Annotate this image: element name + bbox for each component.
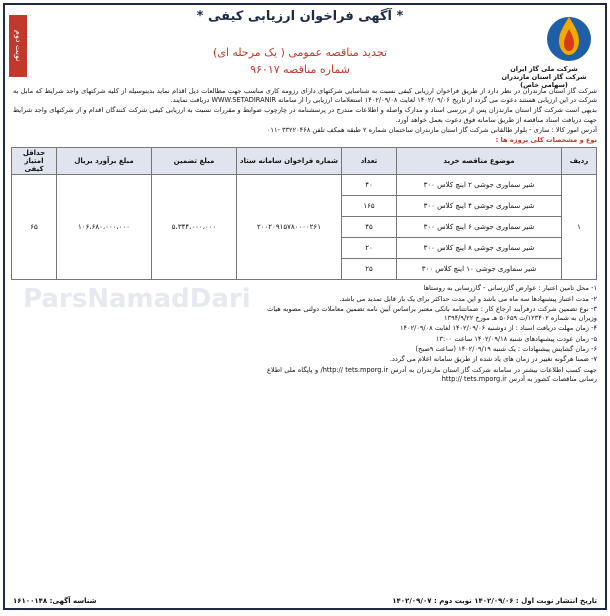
intro-text [5,87,605,145]
tender-number: شماره مناقصه ۹۶۰۱۷ [250,63,350,76]
tender-subtitle: تجدید مناقصه عمومی ( یک مرحله ای) [212,46,388,59]
lower-section [5,280,605,385]
notice-header [5,5,605,87]
watermark-text: ParsNamadDari [23,284,251,315]
condition-item: ۲- مدت اعتبار پیشنهادها سه ماه می باشد و این مدت حداکثر برای یک بار قابل تمدید می باشد. [339,294,597,303]
estimate-amount: ۱۰۶،۶۸۰،۰۰۰،۰۰۰ [57,175,152,280]
item-quantity: ۲۰ [342,238,397,259]
company-name [489,65,599,89]
title-block [135,9,465,76]
item-subject: شیر سماوری جوشی ۱۰ اینچ کلاس ۳۰۰ [397,259,562,280]
tender-code: ۲۰۰۲۰۹۱۵۷۸۰۰۰۰۲۶۱ [237,175,342,280]
tender-notice [3,3,607,610]
intro-paragraph: بدیهی است شرکت گاز استان مازندران پس از بررسی اسناد و مدارک واصله و اطلاعات مندرج در پرسشنامه در چارچوب ضوابط و مقررات نسبت به ارزیابی کیفی شرکت کنندگان اقدام و از شرکتهای واجد شرایط جهت دریافت اسناد مناقصه از طریق سامانه فوق دعوت بعمل خواهد آورد. [13,106,597,124]
intro-paragraph: آدرس امور کالا : ساری - بلوار طالقانی شرکت گاز استان مازندران ساختمان شماره ۲ طبقه همکف تلفن ۳۳۲۲۰۴۶۸ -۰۱۱ [266,125,597,134]
item-subject: شیر سماوری جوشی ۸ اینچ کلاس ۳۰۰ [397,238,562,259]
item-quantity: ۱۶۵ [342,196,397,217]
condition-item: ۱- محل تامین اعتبار : عوارض گازرسانی - گازرسانی به روستاها [423,284,597,293]
table-row [12,175,597,196]
contact-info: جهت کسب اطلاعات بیشتر در سامانه شرکت گاز استان مازندران به آدرس http:// tets.mporg.ir/ و پایگاه ملی اطلاع رسانی مناقصات کشور به آدرس http:// tets.mporg.ir [267,365,597,383]
condition-item: ۳- نوع تضمین شرکت درفرآیند ارجاع کار : ضمانتنامه بانکی معتبر براساس آیین نامه تضمین معاملات دولتی مصوبه هیات وزیران به شماره ۱۲۳۴۰۲/ت ۵۰۶۵۹ هـ مورخ ۱۳۹۴/۹/۲۲ [267,304,597,323]
min-score: ۶۵ [12,175,57,280]
col-quantity: تعداد [342,148,397,175]
items-heading: نوع و مشخصات کلی پروژه ها : [495,136,597,145]
publication-round-badge: نوبت دوم [9,15,27,77]
item-subject: شیر سماوری جوشی ۶ اینچ کلاس ۳۰۰ [397,217,562,238]
item-subject: شیر سماوری جوشی ۴ اینچ کلاس ۳۰۰ [397,196,562,217]
col-row-number: ردیف [562,148,597,175]
notice-footer [13,597,597,605]
condition-item: ۵- زمان عودت پیشنهادهای شنبه ۱۴۰۲/۰۹/۱۸ ساعت ۱۳:۰۰ [435,334,597,343]
tender-items-table [11,147,597,280]
conditions-list [267,284,597,385]
notice-code: شناسه آگهی: ۱۶۱۰۰۱۴۸ [13,597,97,605]
condition-item: ۴- زمان مهلت دریافت اسناد : از دوشنبه ۱۴۰۲/۰۹/۰۶ لغایت ۱۴۰۲/۰۹/۰۸ [399,324,597,333]
row-number: ۱ [562,175,597,280]
col-estimate: مبلغ برآورد بریال [57,148,152,175]
col-tender-code: شماره فراخوان سامانه ستاد [237,148,342,175]
guarantee-amount: ۵،۳۴۴،۰۰۰،۰۰۰ [152,175,237,280]
condition-item: ۶- زمان گشایش پیشنهادات : یک شنبه ۱۴۰۲/۰۹/۱۹ (ساعت ۹صبح) [415,345,597,353]
gas-company-logo-icon [541,9,597,65]
col-subject: موضوع مناقصه خرید [397,148,562,175]
condition-item: ۷- ضمنا هرگونه تغییر در زمان های یاد شده از طریق سامانه اعلام می گردد. [389,355,597,364]
company-line-2: شرکت گاز استان مازندران (سهامی خاص) [501,73,587,89]
intro-paragraph: شرکت گاز استان مازندران در نظر دارد از طریق فراخوان ارزیابی کیفی نسبت به شناسایی شرکتهای دارای رزومه کاری مناسب جهت مطالعات ذیل اقدام نماید بدینوسیله از کلیه شرکتهای واجد شرایط که مایل به شرکت در این ارزیابی هستند دعوت می گردد از تاریخ ۱۴۰۲/۰۹/۰۶ لغایت ۱۴۰۲/۰۹/۰۸ استعلامات ارزیابی را از سامانه WWW.SETADIRANIR دریافت نمایند. [13,87,597,105]
item-quantity: ۲۵ [342,259,397,280]
col-guarantee: مبلغ تضمین [152,148,237,175]
watermark-area [13,284,267,385]
item-quantity: ۴۵ [342,217,397,238]
publish-dates: تاریخ انتشار نوبت اول : ۱۴۰۲/۰۹/۰۶ نوبت دوم : ۱۴۰۲/۰۹/۰۷ [392,597,597,605]
item-subject: شیر سماوری جوشی ۲ اینچ کلاس ۳۰۰ [397,175,562,196]
col-min-score: حداقل امتیاز کیفی [12,148,57,175]
table-header-row [12,148,597,175]
company-line-1: شرکت ملی گاز ایران [510,65,578,73]
item-quantity: ۴۰ [342,175,397,196]
page-title: * آگهی فراخوان ارزیابی کیفی * [196,9,404,24]
